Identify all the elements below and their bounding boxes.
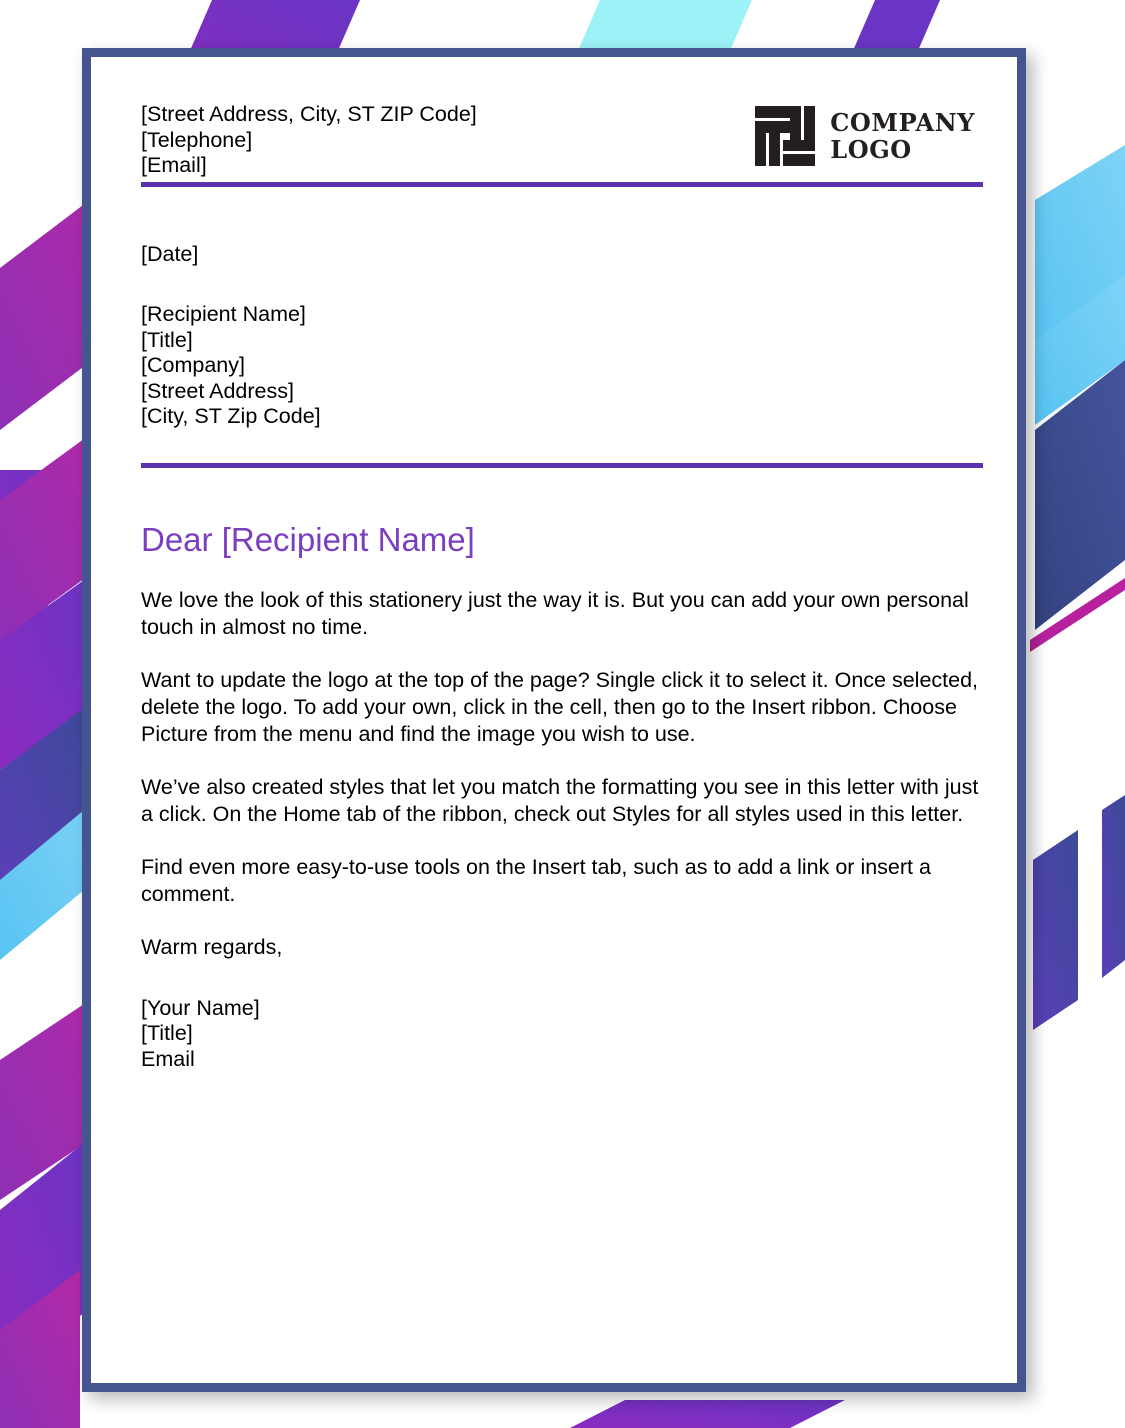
- recipient-address-block: [141, 302, 983, 430]
- date-block: [141, 242, 983, 268]
- letter-page: [82, 48, 1026, 1392]
- logo-word-logo: LOGO: [830, 135, 912, 164]
- company-logo[interactable]: [754, 100, 983, 167]
- sender-street-line[interactable]: [Street Address, City, ST ZIP Code]: [141, 102, 477, 126]
- company-logo-wordmark: [830, 109, 975, 163]
- body-paragraph-3[interactable]: We’ve also created styles that let you match the formatting you see in this letter with just a click. On the Home tab of the ribbon, check out Styles for all styles used in this letter.: [141, 774, 979, 826]
- sender-email-line[interactable]: [Email]: [141, 153, 207, 177]
- recipient-city-line[interactable]: [City, ST Zip Code]: [141, 404, 321, 428]
- recipient-title-line[interactable]: [Title]: [141, 327, 193, 352]
- signature-name-line[interactable]: [Your Name]: [141, 995, 260, 1020]
- sender-telephone-line[interactable]: [Telephone]: [141, 127, 253, 152]
- body-paragraph-2[interactable]: Want to update the logo at the top of the page? Single click it to select it. Once selected, delete the logo. To add your own, click in the cell, then go to the Insert ribbon. Choose Picture from the menu and find the image you wish to use.: [141, 667, 979, 746]
- letterhead: [141, 100, 983, 179]
- date-placeholder[interactable]: [Date]: [141, 241, 199, 266]
- logo-word-company: COMPANY: [830, 108, 975, 137]
- ribbon-right-indigo-1: [1033, 830, 1078, 1030]
- basket-weave-logo-icon[interactable]: [754, 105, 816, 167]
- letter-content: [141, 100, 983, 1383]
- recipient-company-line[interactable]: [Company]: [141, 353, 245, 377]
- salutation-heading: Dear [Recipient Name]: [141, 520, 475, 558]
- ribbon-bottom-violet: [570, 1400, 845, 1428]
- letterhead-divider-rule: [141, 182, 983, 187]
- signature-title-line[interactable]: [Title]: [141, 1021, 193, 1045]
- signature-email-line[interactable]: Email: [141, 1046, 195, 1071]
- recipient-name-line[interactable]: [Recipient Name]: [141, 302, 306, 326]
- ribbon-right-indigo-2: [1102, 795, 1125, 978]
- letter-body: [141, 559, 983, 1073]
- signoff-line[interactable]: Warm regards,: [141, 934, 283, 959]
- sender-address-block: [141, 100, 477, 179]
- signature-block: [141, 996, 983, 1073]
- body-paragraph-1[interactable]: We love the look of this stationery just the way it is. But you can add your own personal touch in almost no time.: [141, 587, 969, 639]
- recipient-street-line[interactable]: [Street Address]: [141, 378, 294, 403]
- body-paragraph-4[interactable]: Find even more easy-to-use tools on the Insert tab, such as to add a link or insert a comment.: [141, 854, 931, 906]
